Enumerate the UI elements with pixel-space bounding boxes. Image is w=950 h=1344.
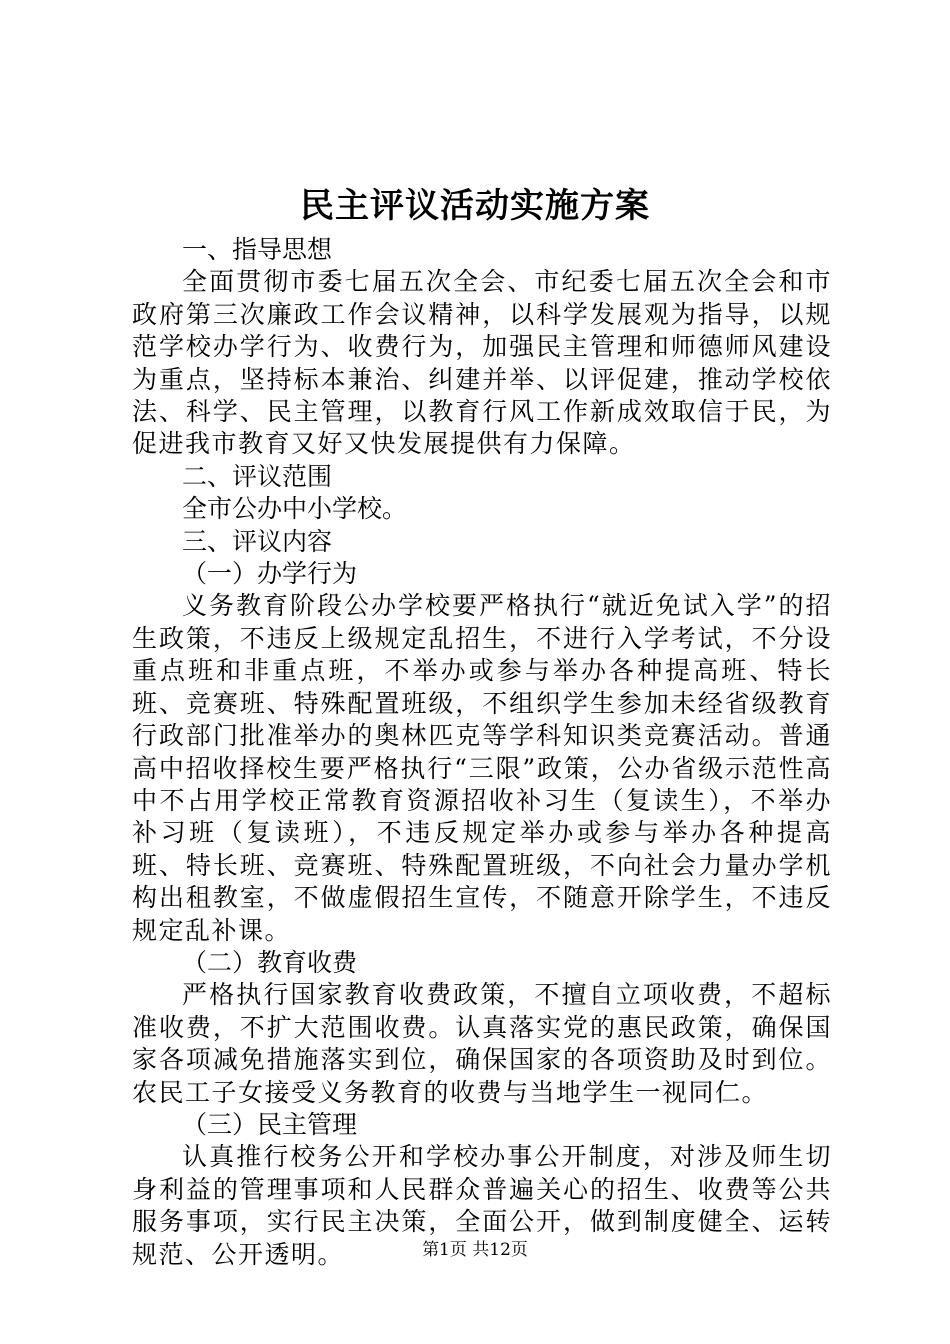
section-paragraph-guiding-ideology: 全面贯彻市委七届五次全会、市纪委七届五次全会和市政府第三次廉政工作会议精神，以科学发展观为指导，以规范学校办学行为、收费行为，加强民主管理和师德师风建设为重点，坚持标本兼治、纠建并举、以评促建，推动学校依法、科学、民主管理，以教育行风工作新成效取信于民，为促进我市教育又好又快发展提供有力保障。 (132, 267, 832, 459)
page-number-footer: 第1页 共12页 (422, 1240, 528, 1260)
subsection-paragraph-democratic-management: 认真推行校务公开和学校办事公开制度，对涉及师生切身利益的管理事项和人民群众普遍关心的招生、收费等公共服务事项，实行民主决策，全面公开，做到制度健全、运转规范、公开透明。 (132, 1142, 832, 1269)
document-body (132, 178, 832, 1271)
subsection-heading-democratic-management: （三）民主管理 (182, 1109, 358, 1139)
section-heading-content: 三、评议内容 (182, 526, 333, 556)
subsection-heading-school-conduct: （一）办学行为 (182, 559, 358, 589)
section-paragraph-scope: 全市公办中小学校。 (182, 494, 408, 524)
section-heading-scope: 二、评议范围 (182, 461, 333, 491)
subsection-paragraph-education-fees: 严格执行国家教育收费政策，不擅自立项收费，不超标准收费，不扩大范围收费。认真落实党的惠民政策，确保国家各项减免措施落实到位，确保国家的各项资助及时到位。农民工子女接受义务教育的收费与当地学生一视同仁。 (132, 980, 832, 1107)
document-title: 民主评议活动实施方案 (300, 186, 650, 226)
section-heading-guiding-ideology: 一、指导思想 (182, 235, 333, 264)
subsection-paragraph-school-conduct: 义务教育阶段公办学校要严格执行“就近免试入学”的招生政策，不违反上级规定乱招生，不进行入学考试，不分设重点班和非重点班，不举办或参与举办各种提高班、特长班、竞赛班、特殊配置班级，不组织学生参加未经省级教育行政部门批准举办的奥林匹克等学科知识类竞赛活动。普通高中招收择校生要严格执行“三限”政策，公办省级示范性高中不占用学校正常教育资源招收补习生（复读生），不举办补习班（复读班），不违反规定举办或参与举办各种提高班、特长班、竞赛班、特殊配置班级，不向社会力量办学机构出租教室，不做虚假招生宣传，不随意开除学生，不违反规定乱补课。 (132, 591, 832, 945)
subsection-heading-education-fees: （二）教育收费 (182, 947, 358, 977)
